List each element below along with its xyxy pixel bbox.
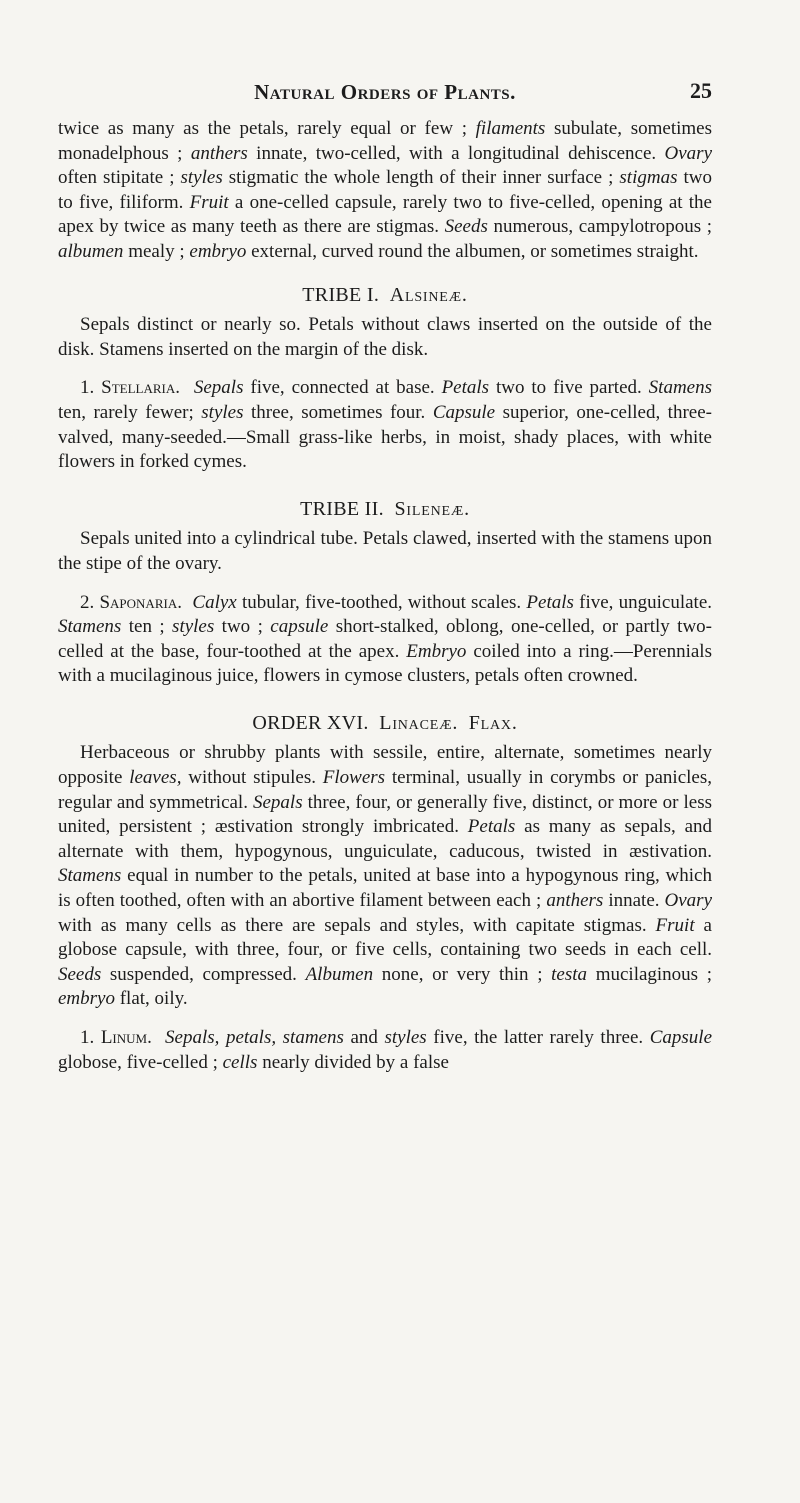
tribe-2-description: Sepals united into a cylindrical tube. Petals clawed, inserted with the stamens upon the stipe of the ovary. — [58, 528, 712, 574]
genus-stellaria: 1. Stellaria. Sepals five, connected at base. Petals two to five parted. Stamens ten, rarely fewer; styles three, sometimes four. Capsule superior, one-celled, three-valved, many-seeded.—Small grass-like herbs, in moist, shady places, with white flowers in forked cymes. — [58, 377, 712, 473]
genus-linum: 1. Linum. Sepals, petals, stamens and styles five, the latter rarely three. Capsule globose, five-celled ; cells nearly divided by a false — [58, 1027, 712, 1073]
running-head — [58, 80, 712, 108]
paragraph-continuation: twice as many as the petals, rarely equal or few ; filaments subulate, sometimes monadelphous ; anthers innate, two-celled, with a longitudinal dehiscence. Ovary often stipitate ; styles stigmatic the whole length of their inner surface ; stigmas two to five, filiform. Fruit a one-celled capsule, rarely two to five-celled, opening at the apex by twice as many teeth as there are stigmas. Seeds numerous, campylotropous ; albumen mealy ; embryo external, curved round the albumen, or sometimes straight. — [58, 118, 712, 262]
order-16-description: Herbaceous or shrubby plants with sessile, entire, alternate, sometimes nearly opposite leaves, without stipules. Flowers terminal, usually in corymbs or panicles, regular and symmetrical. Sepals three, four, or generally five, distinct, or more or less united, persistent ; æstivation strongly imbricated. Petals as many as sepals, and alternate with them, hypogynous, unguiculate, caducous, twisted in æstivation. Stamens equal in number to the petals, united at base into a hypogynous ring, which is often toothed, often with an abortive filament between each ; anthers innate. Ovary with as many cells as there are sepals and styles, with capitate stigmas. Fruit a globose capsule, with three, four, or five cells, containing two seeds in each cell. Seeds suspended, compressed. Albumen none, or very thin ; testa mucilaginous ; embryo flat, oily. — [58, 742, 713, 1010]
tribe-1-heading: TRIBE I. Alsineæ. — [302, 283, 468, 306]
genus-saponaria: 2. Saponaria. Calyx tubular, five-toothed, without scales. Petals five, unguiculate. Stamens ten ; styles two ; capsule short-stalked, oblong, one-celled, or partly two-celled at the base, four-toothed at the apex. Embryo coiled into a ring.—Perennials with a mucilaginous juice, flowers in cymose clusters, petals often crowned. — [58, 591, 713, 687]
order-16-heading: ORDER XVI. Linaceæ. Flax. — [252, 711, 518, 734]
page-body — [58, 117, 712, 1075]
running-title: Natural Orders of Plants. — [254, 80, 516, 104]
tribe-1-description: Sepals distinct or nearly so. Petals without claws inserted on the outside of the disk. Stamens inserted on the margin of the disk. — [58, 314, 712, 360]
tribe-2-heading: TRIBE II. Sileneæ. — [300, 497, 470, 520]
page-number: 25 — [690, 78, 712, 103]
